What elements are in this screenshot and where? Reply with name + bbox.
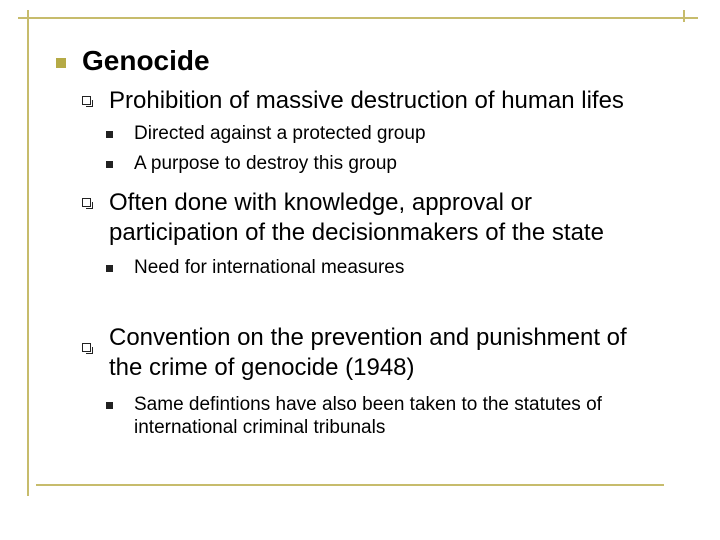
list-item-line-1: Same defintions have also been taken to the statutes of: [134, 394, 602, 415]
frame-top-line: [18, 17, 698, 19]
frame-bottom-line: [36, 484, 664, 486]
list-item: [106, 152, 397, 175]
list-item-text: Directed against a protected group: [134, 123, 426, 144]
list-item: [106, 256, 404, 279]
square-bullet-icon: [106, 265, 113, 272]
title-row: [56, 44, 210, 78]
section-heading-text: Prohibition of massive destruction of human lifes: [109, 87, 624, 114]
hollow-square-bullet-icon: [82, 96, 91, 105]
frame-right-tick: [683, 10, 685, 22]
hollow-square-bullet-icon: [82, 198, 91, 207]
list-item-text: A purpose to destroy this group: [134, 153, 397, 174]
section-heading-line-2: participation of the decisionmakers of the state: [109, 219, 604, 246]
section-heading-text: [109, 188, 604, 248]
square-bullet-icon: [106, 161, 113, 168]
section-heading: [82, 323, 627, 383]
slide-title: Genocide: [82, 45, 210, 76]
list-item: [106, 393, 602, 439]
square-bullet-icon: [106, 402, 113, 409]
list-item-text: Need for international measures: [134, 257, 405, 278]
section-heading: [82, 188, 604, 248]
section-heading-line-2: the crime of genocide (1948): [109, 354, 415, 381]
section-heading: [82, 86, 624, 116]
list-item: [106, 122, 426, 145]
section-heading-text: [109, 323, 627, 383]
frame-left-line: [27, 10, 29, 496]
square-bullet-icon: [106, 131, 113, 138]
section-heading-line-1: Often done with knowledge, approval or: [109, 189, 532, 216]
hollow-square-bullet-icon: [82, 343, 91, 352]
section-heading-line-1: Convention on the prevention and punishment of: [109, 324, 627, 351]
list-item-text: [134, 393, 602, 439]
square-bullet-icon: [56, 58, 66, 68]
list-item-line-2: international criminal tribunals: [134, 417, 386, 438]
